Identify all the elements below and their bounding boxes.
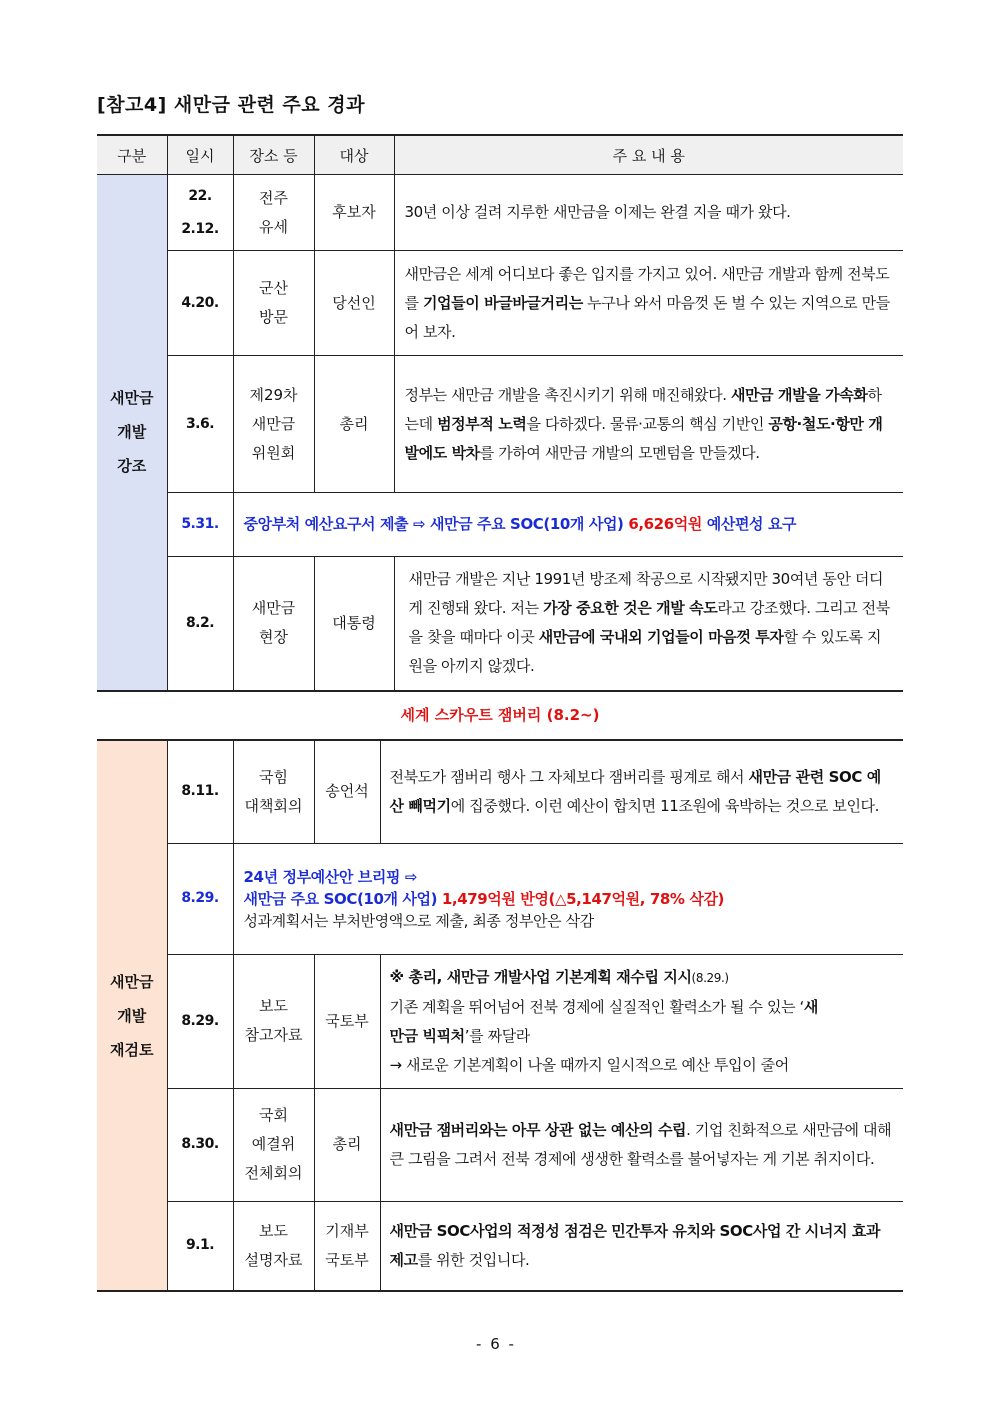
content-cell: [380, 740, 903, 843]
content-text: ’를 짜달라: [464, 1026, 530, 1045]
date-cell: 8.29.: [167, 954, 233, 1088]
date-cell: 4.20.: [167, 251, 233, 356]
place-line: 설명자료: [244, 1250, 303, 1269]
target-cell: [314, 1201, 380, 1291]
content-cell: [380, 1201, 903, 1291]
jamboree-label: 세계 스카우트 잼버리 (8.2~): [400, 706, 600, 724]
content-text: 정부는 새만금 개발을 촉진시키기 위해 매진해왔다.: [404, 385, 731, 404]
target-cell: 총리: [314, 356, 394, 493]
content-text: 에 집중했다. 이런 예산이 합치면 11조원에 육박하는 것으로 보인다.: [450, 796, 879, 815]
table-row: [97, 954, 903, 1088]
table-row: [97, 557, 903, 691]
date-cell: 8.29.: [167, 843, 233, 954]
place-cell: [233, 740, 314, 843]
content-highlight: 중앙부처 예산요구서 제출 ⇨ 새만금 주요 SOC(10개 사업): [243, 515, 629, 533]
place-cell: [233, 1088, 314, 1201]
table-row: [97, 1201, 903, 1291]
category-label: 개발: [117, 1006, 147, 1025]
date-cell: 8.2.: [167, 557, 233, 691]
category-label: 새만금: [110, 972, 154, 991]
place-line: 새만금: [251, 599, 296, 618]
target-cell: 당선인: [314, 251, 394, 356]
target-cell: 총리: [314, 1088, 380, 1201]
content-cell: [394, 356, 903, 493]
content-text: . 기업 친화적으로 새만금에 대해 큰 그림을 그려서 전북 경제에 생생한 활력소를 불어넣자는 게 기본 취지이다.: [389, 1120, 892, 1168]
content-text: 을 다하겠다. 물류·교통의 핵심 기반인: [526, 414, 769, 433]
place-cell: [233, 356, 314, 493]
target-line: 기재부: [325, 1221, 369, 1240]
place-line: 군산: [259, 279, 288, 297]
date-cell: [167, 175, 233, 251]
content-cell: [233, 843, 903, 954]
timeline-table-2: [97, 739, 903, 1292]
place-line: 보도: [259, 997, 288, 1015]
content-emphasis: 새만금 개발을 가속화: [730, 385, 868, 404]
content-emphasis: 새만금에 국내외 기업들이 마음껏 투자: [538, 628, 784, 647]
date-line: 2.12.: [181, 220, 219, 237]
content-cell: [394, 251, 903, 356]
page-title: [참고4] 새만금 관련 주요 경과: [97, 94, 365, 116]
place-cell: [233, 251, 314, 356]
content-emphasis: 새만금 SOC사업의 적정성 점검은 민간투자 유치와 SOC사업 간 시너지 효과 제고: [389, 1221, 881, 1269]
place-cell: [233, 1201, 314, 1291]
header-content: 주 요 내 용: [394, 135, 903, 175]
content-cell: [233, 493, 903, 557]
content-text: 기존 계획을 뛰어넘어 전북 경제에 실질적인 활력소가 될 수 있는 ‘: [389, 997, 804, 1016]
place-line: 방문: [259, 308, 288, 326]
category-label: 재검토: [110, 1040, 154, 1059]
date-cell: 5.31.: [167, 493, 233, 557]
table-row: [97, 251, 903, 356]
timeline-table-1: [97, 134, 903, 692]
place-line: 전체회의: [244, 1164, 303, 1182]
table-row: [97, 1088, 903, 1201]
content-text: 성과계획서는 부처반영액으로 제출, 최종 정부안은 삭감: [243, 911, 594, 930]
category-cell-emphasis: [97, 175, 167, 691]
date-cell: 9.1.: [167, 1201, 233, 1291]
content-emphasis: 새만금 잼버리와는 아무 상관 없는 예산의 수립: [389, 1120, 687, 1139]
content-text: 새만금 개발은 지난 1991년 방조제 착공으로 시작됐지만 30여년 동안 더디게 진행돼 왔다. 저는: [408, 570, 884, 618]
content-cell: [380, 954, 903, 1088]
content-amount: 1,479억원 반영(△5,147억원, 78% 삭감): [441, 889, 724, 908]
category-label: 강조: [117, 457, 147, 476]
place-cell: [233, 954, 314, 1088]
table-row: [97, 843, 903, 954]
header-place: 장소 등: [233, 135, 314, 175]
category-label: 새만금: [110, 389, 154, 408]
content-emphasis: 공항·철도·항만 개발에도 박차: [404, 414, 883, 462]
content-emphasis: 기업들이 바글바글거리는: [422, 293, 583, 312]
date-cell: 8.30.: [167, 1088, 233, 1201]
table-row: [97, 493, 903, 557]
place-line: 위원회: [251, 443, 296, 462]
place-line: 유세: [259, 217, 288, 236]
date-cell: 8.11.: [167, 740, 233, 843]
content-text: 할 수 있도록 지원을 아끼지 않겠다.: [408, 628, 882, 676]
content-line: [390, 963, 824, 993]
content-text: 새만금은 세계 어디보다 좋은 입지를 가지고 있어. 새만금 개발과 함께 전북도를: [404, 264, 890, 312]
content-text: 라고 강조했다. 그리고 전북을 찾을 때마다 이곳: [408, 599, 890, 647]
target-cell: 송언석: [314, 740, 380, 843]
content-emphasis: 새만금 빅픽처: [389, 997, 818, 1045]
target-cell: 국토부: [314, 954, 380, 1088]
place-line: 국힘: [259, 767, 288, 786]
place-line: 대책회의: [244, 796, 303, 815]
header-category: 구분: [97, 135, 167, 175]
header-target: 대상: [314, 135, 394, 175]
content-note: (8.29.): [691, 970, 729, 985]
content-line: [244, 888, 894, 910]
table-header-row: [97, 135, 903, 175]
place-line: 참고자료: [244, 1026, 303, 1044]
place-line: 국회: [259, 1106, 288, 1124]
place-cell: [233, 557, 314, 691]
content-cell: [394, 557, 903, 691]
place-line: 제29차: [249, 385, 298, 404]
content-emphasis: 범정부적 노력: [437, 414, 527, 433]
content-text: 를 가하여 새만금 개발의 모멘텀을 만들겠다.: [479, 443, 760, 462]
target-cell: 대통령: [314, 557, 394, 691]
content-emphasis: 새만금 관련 SOC 예산 빼먹기: [389, 767, 881, 815]
place-line: 새만금: [251, 414, 296, 433]
page-number: - 6 -: [476, 1335, 516, 1353]
target-cell: 후보자: [314, 175, 394, 251]
category-label: 개발: [117, 423, 147, 442]
date-line: 22.: [188, 187, 212, 204]
content-line: [390, 993, 824, 1051]
date-cell: 3.6.: [167, 356, 233, 493]
category-cell-review: [97, 740, 167, 1291]
content-text: 하는데: [404, 385, 882, 433]
content-cell: 30년 이상 걸려 지루한 새만금을 이제는 완결 지을 때가 왔다.: [394, 175, 903, 251]
content-emphasis: ※ 총리, 새만금 개발사업 기본계획 재수립 지시: [389, 967, 692, 986]
place-cell: [233, 175, 314, 251]
table-row: [97, 175, 903, 251]
content-text: → 새로운 기본계획이 나올 때까지 일시적으로 예산 투입이 줄어: [389, 1055, 789, 1074]
place-line: 현장: [259, 628, 288, 647]
table-row: [97, 356, 903, 493]
content-highlight: 새만금 주요 SOC(10개 사업): [243, 889, 442, 908]
content-text: 를 위한 것입니다.: [417, 1250, 530, 1269]
content-highlight: 24년 정부예산안 브리핑 ⇨: [243, 867, 418, 886]
place-line: 보도: [259, 1221, 288, 1240]
target-line: 국토부: [325, 1250, 369, 1269]
table-row: [97, 740, 903, 843]
content-text: 누구나 와서 마음껏 돈 벌 수 있는 지역으로 만들어 보자.: [404, 293, 890, 341]
content-emphasis: 가장 중요한 것은 개발 속도: [543, 599, 718, 618]
content-amount: 6,626억원: [628, 515, 702, 533]
content-text: 전북도가 잼버리 행사 그 자체보다 잼버리를 핑계로 해서: [389, 767, 749, 786]
place-line: 전주: [259, 188, 288, 207]
content-highlight: 예산편성 요구: [701, 515, 797, 533]
content-cell: [380, 1088, 903, 1201]
header-date: 일시: [167, 135, 233, 175]
place-line: 예결위: [251, 1135, 296, 1153]
